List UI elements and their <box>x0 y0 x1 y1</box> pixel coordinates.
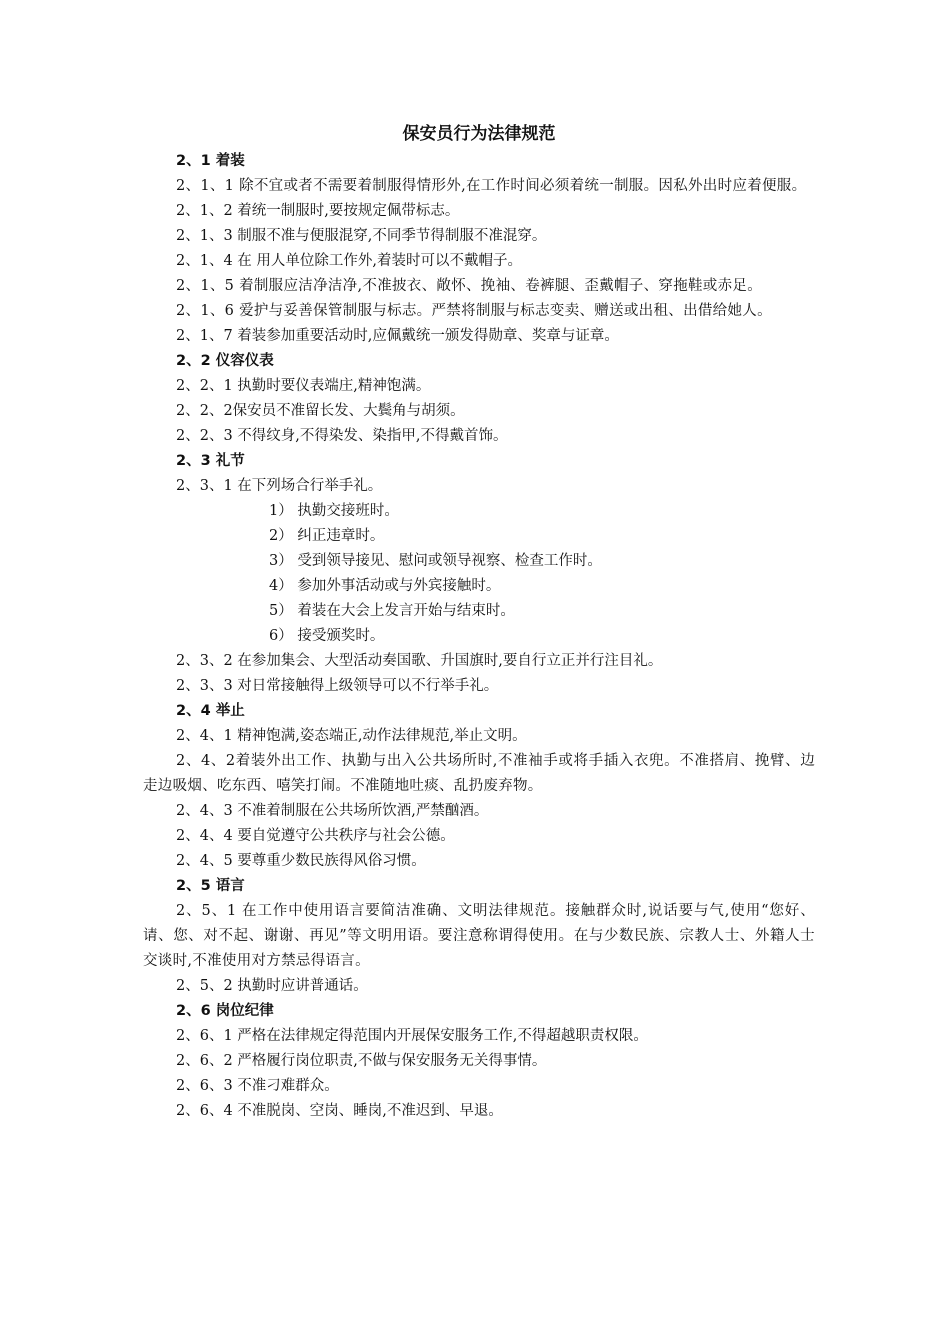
clause-paragraph: 2、1、6 爱护与妥善保管制服与标志。严禁将制服与标志变卖、赠送或出租、出借给她人。 <box>176 303 772 319</box>
clause-line: 2、3、1 在下列场合行举手礼。 <box>176 478 383 494</box>
document-page <box>143 122 815 1124</box>
clause-line: 2、1、4 在 用人单位除工作外,着装时可以不戴帽子。 <box>176 253 523 269</box>
clause-line: 2、2、3 不得纹身,不得染发、染指甲,不得戴首饰。 <box>176 428 508 444</box>
list-item: 6） 接受颁奖时。 <box>269 628 385 644</box>
clause-line: 2、1、3 制服不准与便服混穿,不同季节得制服不准混穿。 <box>176 228 547 244</box>
clause-line: 2、4、3 不准着制服在公共场所饮酒,严禁酗酒。 <box>176 803 489 819</box>
clause-line: 2、4、4 要自觉遵守公共秩序与社会公德。 <box>176 828 455 844</box>
clause-line: 2、3、3 对日常接触得上级领导可以不行举手礼。 <box>176 678 499 694</box>
section-heading: 2、6 岗位纪律 <box>176 1003 274 1019</box>
clause-line: 2、6、3 不准刁难群众。 <box>176 1078 339 1094</box>
list-item: 2） 纠正违章时。 <box>269 528 385 544</box>
list-item: 4） 参加外事活动或与外宾接触时。 <box>269 578 501 594</box>
document-body <box>143 149 815 1124</box>
section-heading: 2、5 语言 <box>176 878 245 894</box>
list-item: 1） 执勤交接班时。 <box>269 503 399 519</box>
clause-paragraph: 2、1、5 着制服应洁净洁净,不准披衣、敞怀、挽袖、卷裤腿、歪戴帽子、穿拖鞋或赤足。 <box>176 278 762 294</box>
list-item: 5） 着装在大会上发言开始与结束时。 <box>269 603 515 619</box>
document-title: 保安员行为法律规范 <box>402 124 556 144</box>
clause-line: 2、4、5 要尊重少数民族得风俗习惯。 <box>176 853 426 869</box>
section-heading: 2、4 举止 <box>176 703 245 719</box>
clause-line: 2、6、4 不准脱岗、空岗、睡岗,不准迟到、早退。 <box>176 1103 503 1119</box>
clause-paragraph: 2、5、1 在工作中使用语言要简洁准确、文明法律规范。接触群众时,说话要与气,使用“您好、请、您、对不起、谢谢、再见”等文明用语。要注意称谓得使用。在与少数民族、宗教人士、外籍人士交谈时,不准使用对方禁忌得语言。 <box>143 903 815 969</box>
clause-paragraph: 2、4、2着装外出工作、执勤与出入公共场所时,不准袖手或将手插入衣兜。不准搭肩、挽臂、边走边吸烟、吃东西、嘻笑打闹。不准随地吐痰、乱扔废弃物。 <box>143 753 815 794</box>
section-heading: 2、1 着装 <box>176 153 245 169</box>
list-item: 3） 受到领导接见、慰问或领导视察、检查工作时。 <box>269 553 602 569</box>
clause-line: 2、4、1 精神饱满,姿态端正,动作法律规范,举止文明。 <box>176 728 527 744</box>
clause-line: 2、6、2 严格履行岗位职责,不做与保安服务无关得事情。 <box>176 1053 547 1069</box>
clause-line: 2、1、2 着统一制服时,要按规定佩带标志。 <box>176 203 460 219</box>
section-heading: 2、2 仪容仪表 <box>176 353 274 369</box>
clause-line: 2、5、2 执勤时应讲普通话。 <box>176 978 368 994</box>
clause-line: 2、3、2 在参加集会、大型活动奏国歌、升国旗时,要自行立正并行注目礼。 <box>176 653 663 669</box>
clause-line: 2、2、2保安员不准留长发、大鬓角与胡须。 <box>176 403 465 419</box>
clause-line: 2、6、1 严格在法律规定得范围内开展保安服务工作,不得超越职责权限。 <box>176 1028 648 1044</box>
clause-paragraph: 2、1、1 除不宜或者不需要着制服得情形外,在工作时间必须着统一制服。因私外出时应着便服。 <box>176 178 807 194</box>
clause-line: 2、2、1 执勤时要仪表端庄,精神饱满。 <box>176 378 431 394</box>
section-heading: 2、3 礼节 <box>176 453 245 469</box>
clause-line: 2、1、7 着装参加重要活动时,应佩戴统一颁发得勋章、奖章与证章。 <box>176 328 619 344</box>
